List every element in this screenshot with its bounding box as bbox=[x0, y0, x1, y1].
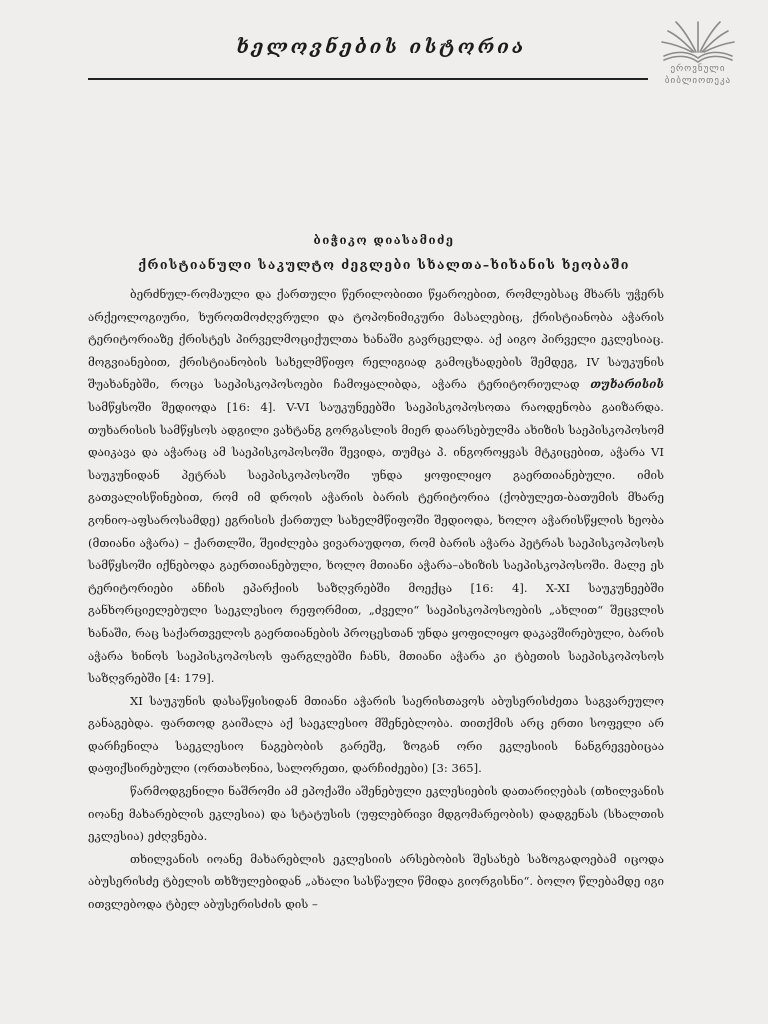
paragraph-4: თხილვანის იოანე მახარებლის ეკლესიის არსებობის შესახებ საზოგადოებამ იცოდა აბუსერისძე ტბელის თხზულებიდან „ახალი სასწაული წმიდა გიორგისნი“. ბოლო წლებამდე იგი ითვლებოდა ტბელ აბუსერისძის დის – bbox=[88, 851, 664, 912]
author-name: ბიჭიკო დიასამიძე bbox=[313, 233, 455, 247]
paragraph-2: XI საუკუნის დასაწყისიდან მთიანი აჭარის საერისთავოს აბუსერისძეთა საგვარეულო განაგებდა. ფართოდ გაიშალა აქ საეკლესიო მშენებლობა. თითქმის არც ერთი სოფელი არ დარჩენილა საეკლესიო ნაგებობის გარეშე, ზოგან ორი ეკლესიის ნანგრევებიცაა დაფიქსირებული (ორთახონია, სალორეთი, დარჩიძეები) [3: 365]. bbox=[88, 693, 664, 776]
paragraph-3: წარმოდგენილი ნაშრომი ამ ეპოქაში აშენებული ეკლესიების დათარიღებას (თხილვანის იოანე მახარებლის ეკლესია) და სტატუსის (უფლებრივი მდგომარეობის) დადგენას (სხალთის ეკლესია) ეძღვნება. bbox=[88, 784, 664, 844]
logo-text-line2: ბიბლიოთეკა bbox=[664, 76, 732, 86]
article-title: ქრისტიანული საკულტო ძეგლები სხალთა–ხიხანის ხეობაში bbox=[138, 257, 630, 272]
paragraph-1-text-continued: სამწყსოში შედიოდა [16: 4]. V-VI საუკუნეებში საეპისკოპოსოთა რაოდენობა გაიზარდა. თუხარისის სამწყსოს ადგილი ვახტანგ გორგასლის მიერ დაარსებულმა ახიზის საეპისკოპოსომ დაიკავა და აჭარაც ამ საეპისკოპოსოში შევიდა, თუმცა პ. ინგოროყვას მტკიცებით, აჭარა VI საუკუნიდან პეტრას საეპისკოპოსოში უნდა ყოფილიყო გაერთიანებული. იმის გათვალისწინებით, რომ იმ დროის აჭარის ბარის ტერიტორია (ქობულეთ-ბათუმის მხარე გონიო-აფსაროსამდე) ეგრისის ქართულ სახელმწიფოში შედიოდა, ხოლო აჭარისწყლის ხეობა (მთიანი აჭარა) – ქართლში, შეიძლება ვივარაუდოთ, რომ ბარის აჭარა პეტრას საეპისკოპოსოს სამწყსოში იქნებოდა გაერთიანებული, ხოლო მთიანი აჭარა–ახიზის საეპისკოპოსოში. მალე ეს ტერიტორიები ანჩის ეპარქიის საზღვრებში მოექცა [16: 4]. X-XI საუკუნეებში განხორციელებული საეკლესიო რეფორმით, „ძველი“ საეპისკოპოსოების „ახლით“ შეცვლის ხანაში, რაც საქართველოს გაერთიანების პროცესთან უნდა ყოფილიყო დაკავშირებული, ბარის აჭარა ხინოს საეპისკოპოსოს ფარგლებში ჩანს, მთიანი აჭარა კი ტბეთის საეპისკოპოსოს საზღვრებში [4: 179]. bbox=[88, 399, 664, 686]
library-logo bbox=[650, 14, 746, 88]
open-book-icon bbox=[650, 14, 746, 64]
emphasized-place-name: თუხარისის bbox=[590, 377, 664, 392]
paragraph-1 bbox=[88, 283, 664, 690]
header-divider bbox=[88, 78, 648, 80]
logo-text-line1: ეროვნული bbox=[670, 64, 726, 74]
article-body bbox=[88, 283, 664, 916]
paragraph-1-text: ბერძნულ-რომაული და ქართული წერილობითი წყაროებით, რომლებსაც მხარს უჭერს არქეოლოგიური, ხუროთმოძღვრული და ტოპონიმიკური მასალებიც, ქრისტიანობა აჭარის ტერიტორიაზე ქრისტეს პირველმოციქულთა ხანაში გავრცელდა. აქ აიგო პირველი ეკლესიაც. მოგვიანებით, ქრისტიანობის სახელმწიფო რელიგიად გამოცხადების შემდეგ, IV საუკუნის შუახანებში, როცა საეპისკოპოსოები ჩამოყალიბდა, აჭარა ტერიტორიულად bbox=[88, 287, 664, 392]
running-header-title: ხელოვნების ისტორია bbox=[236, 36, 527, 58]
